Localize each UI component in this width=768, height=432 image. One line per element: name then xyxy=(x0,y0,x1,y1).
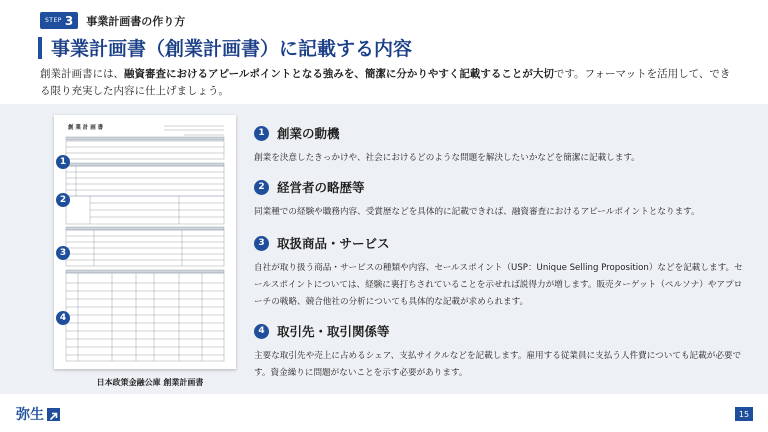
item-number: 1 xyxy=(254,126,269,141)
item-body: 同業種での経験や職務内容、受賞歴などを具体的に記載できれば、融資審査におけるアピールポイントとなります。 xyxy=(254,207,700,217)
logo-arrow-icon xyxy=(47,408,60,421)
form-marker-1: 1 xyxy=(56,155,70,169)
item-head xyxy=(254,124,744,142)
item-number: 4 xyxy=(254,324,269,339)
step-number: 3 xyxy=(64,13,74,28)
item-body: 主要な取引先や売上に占めるシェア、支払サイクルなどを記載します。雇用する従業員に支払う人件費についても記載が必要です。資金繰りに問題がないことを示す必要があります。 xyxy=(254,351,742,378)
content-panel xyxy=(0,104,768,394)
form-marker-2: 2 xyxy=(56,193,70,207)
item-body: 創業を決意したきっかけや、社会におけるどのような問題を解決したいかなどを簡潔に記載します。 xyxy=(254,153,640,163)
item-motivation xyxy=(254,124,744,167)
item-head xyxy=(254,322,744,340)
form-marker-4: 4 xyxy=(56,311,70,325)
item-head xyxy=(254,234,744,252)
item-title: 創業の動機 xyxy=(277,126,340,141)
step-word: STEP xyxy=(45,17,62,24)
item-number: 3 xyxy=(254,236,269,251)
yayoi-logo xyxy=(16,404,60,424)
item-title: 経営者の略歴等 xyxy=(277,180,365,195)
logo-text: 弥生 xyxy=(16,407,44,423)
item-clients xyxy=(254,322,744,382)
form-marker-3: 3 xyxy=(56,246,70,260)
item-body: 自社が取り扱う商品・サービスの種類や内容、セールスポイント（USP：Unique Selling Proposition）などを記載します。セールスポイントについては、経験に裏打ちされていることを示せれば説得力が増します。販売ターゲット（ペルソナ）やアプローチの戦略、競合他社の分析についても具体的な記載が求められます。 xyxy=(254,263,743,307)
slide-footer xyxy=(0,394,768,432)
intro-suffix: です。フォーマットを活用して、できる限り充実した内容に仕上げましょう。 xyxy=(40,68,731,97)
title-accent-bar xyxy=(38,37,42,59)
slide-header xyxy=(0,0,768,100)
step-row xyxy=(40,12,185,29)
business-plan-form-image xyxy=(54,115,236,369)
form-drawing xyxy=(54,115,236,369)
intro-bold: 融資審査におけるアピールポイントとなる強みを、簡潔に分かりやすく記載することが大切 xyxy=(124,68,554,80)
form-caption: 日本政策金融公庫 創業計画書 xyxy=(96,378,204,387)
step-badge xyxy=(40,12,78,29)
item-number: 2 xyxy=(254,180,269,195)
page-title: 事業計画書（創業計画書）に記載する内容 xyxy=(51,38,413,60)
title-row xyxy=(38,34,412,61)
item-products xyxy=(254,234,744,311)
step-title: 事業計画書の作り方 xyxy=(86,14,186,28)
form-sheet xyxy=(54,115,236,369)
item-head xyxy=(254,178,744,196)
item-title: 取引先・取引関係等 xyxy=(277,324,390,339)
form-heading: 創 業 計 画 書 xyxy=(68,125,104,131)
intro-prefix: 創業計画書には、 xyxy=(40,68,124,80)
page-number: 15 xyxy=(735,407,753,421)
intro-text xyxy=(40,66,740,100)
item-career xyxy=(254,178,744,221)
item-title: 取扱商品・サービス xyxy=(277,236,390,251)
